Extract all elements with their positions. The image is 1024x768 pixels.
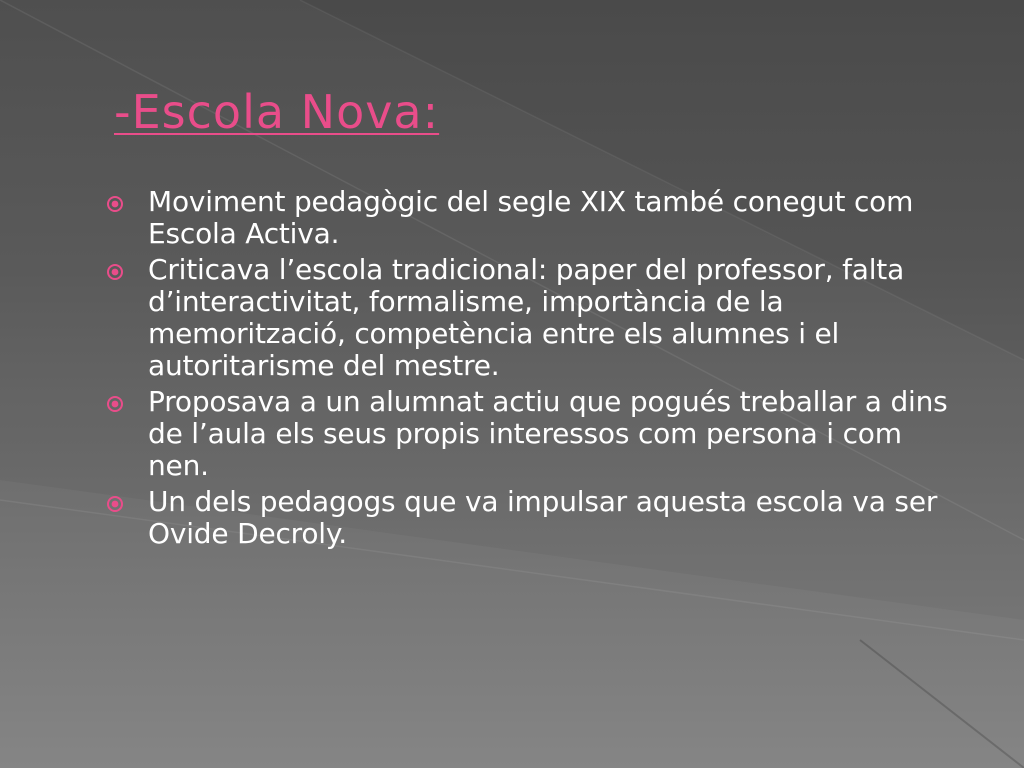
circled-dot-icon [106, 195, 124, 213]
circled-dot-icon [106, 495, 124, 513]
slide-title: -Escola Nova: [114, 85, 440, 139]
list-item [104, 386, 964, 482]
circled-dot-icon [106, 263, 124, 281]
bullet-text: Proposava a un alumnat actiu que pogués treballar a dins de l’aula els seus propis interessos com persona i com nen. [148, 385, 948, 482]
bullet-text: Criticava l’escola tradicional: paper del professor, falta d’interactivitat, formalisme, importància de la memorització, competència entre els alumnes i el autoritarisme del mestre. [148, 253, 905, 382]
list-item [104, 186, 964, 250]
list-item [104, 254, 964, 382]
list-item [104, 486, 964, 550]
bullet-list [104, 186, 964, 554]
bullet-text: Moviment pedagògic del segle XIX també conegut com Escola Activa. [148, 185, 914, 250]
circled-dot-icon [106, 395, 124, 413]
bullet-text: Un dels pedagogs que va impulsar aquesta escola va ser Ovide Decroly. [148, 485, 938, 550]
